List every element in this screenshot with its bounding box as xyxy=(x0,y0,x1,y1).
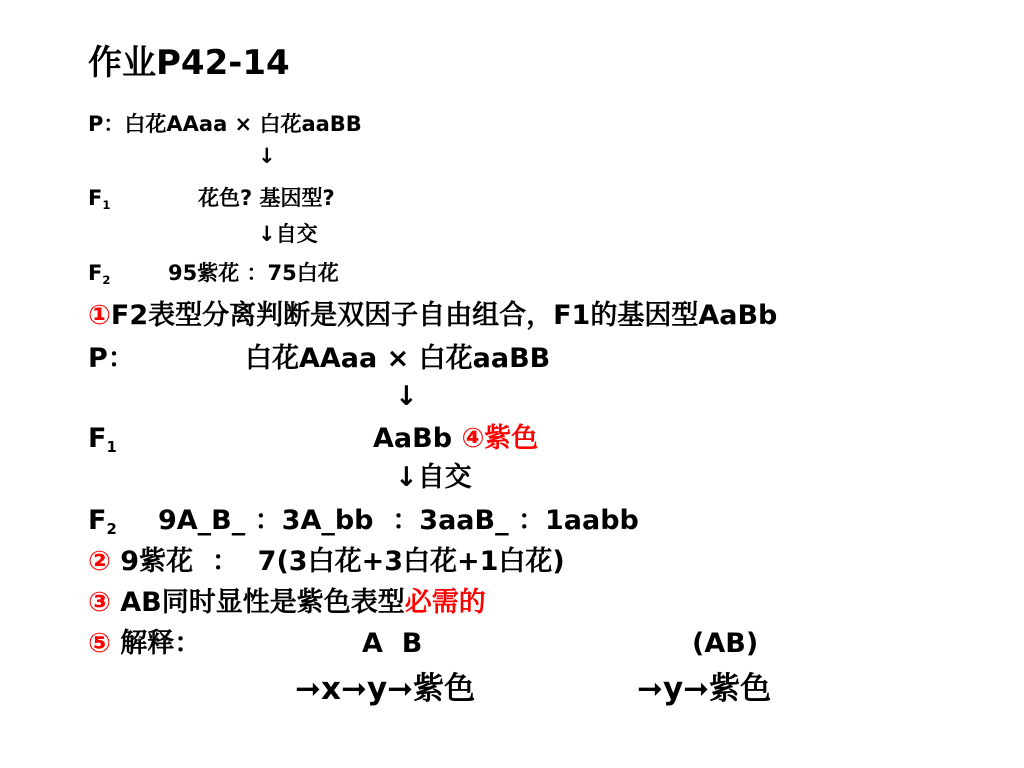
main-f2-ratio: 9A_B_ ：3A_bb ：3aaB_ ：1aabb xyxy=(158,505,639,536)
item5-row xyxy=(88,630,201,657)
main-arrow-selfing: ↓自交 xyxy=(395,462,472,493)
small-f1-text: 花色? 基因型? xyxy=(198,186,335,210)
main-p-text: 白花AAaa × 白花aaBB xyxy=(245,343,551,374)
item5-number: ⑤ xyxy=(88,628,111,659)
item5-a-b: A B xyxy=(362,628,423,659)
item2-row xyxy=(88,548,565,575)
item2-number: ② xyxy=(88,546,111,577)
main-arrow-down-icon: ↓ xyxy=(395,381,418,412)
small-p-line: P：白花AAaa × 白花aaBB xyxy=(88,112,362,136)
main-f1-genotype: AaBb xyxy=(373,423,453,454)
item2-text: 9紫花 ： 7(3白花+3白花+1白花) xyxy=(120,546,565,577)
main-f1-label: F xyxy=(88,423,107,454)
pathway-one-step: ➞y➞紫色 xyxy=(637,671,772,707)
small-arrow-selfing: ↓自交 xyxy=(258,222,318,246)
item3-number: ③ xyxy=(88,587,111,618)
small-arrow-down-icon: ↓ xyxy=(258,144,276,168)
pathway-two-step: ➞x➞y➞紫色 xyxy=(295,671,476,707)
main-f1-row xyxy=(88,423,117,457)
item5-ab-combined: (AB) xyxy=(692,628,759,659)
small-f1-row xyxy=(88,186,111,213)
item3-emphasis: 必需的 xyxy=(404,587,486,618)
small-f2-text: 95紫花 ：75白花 xyxy=(168,261,339,285)
item1-text: F2表型分离判断是双因子自由组合，F1的基因型AaBb xyxy=(110,300,778,331)
item3-row xyxy=(88,589,486,616)
main-f2-label: F xyxy=(88,505,107,536)
small-f1-label: F xyxy=(88,186,103,210)
small-f2-sub: 2 xyxy=(102,273,111,288)
item3-text: AB同时显性是紫色表型 xyxy=(120,587,405,618)
main-f2-sub: 2 xyxy=(106,520,117,539)
main-p-label: P： xyxy=(88,343,135,374)
item1-number: ① xyxy=(88,300,111,331)
item5-label: 解释： xyxy=(120,628,202,659)
main-f1-sub: 1 xyxy=(106,438,117,457)
main-f2-row xyxy=(88,505,117,539)
small-f1-sub: 1 xyxy=(102,198,111,213)
small-f2-label: F xyxy=(88,261,103,285)
item4-text: ④紫色 xyxy=(461,423,539,454)
small-f2-row xyxy=(88,261,111,288)
item1-row xyxy=(88,302,777,329)
slide-title: 作业P42-14 xyxy=(88,43,290,83)
main-f1-genotype-row xyxy=(373,425,538,452)
